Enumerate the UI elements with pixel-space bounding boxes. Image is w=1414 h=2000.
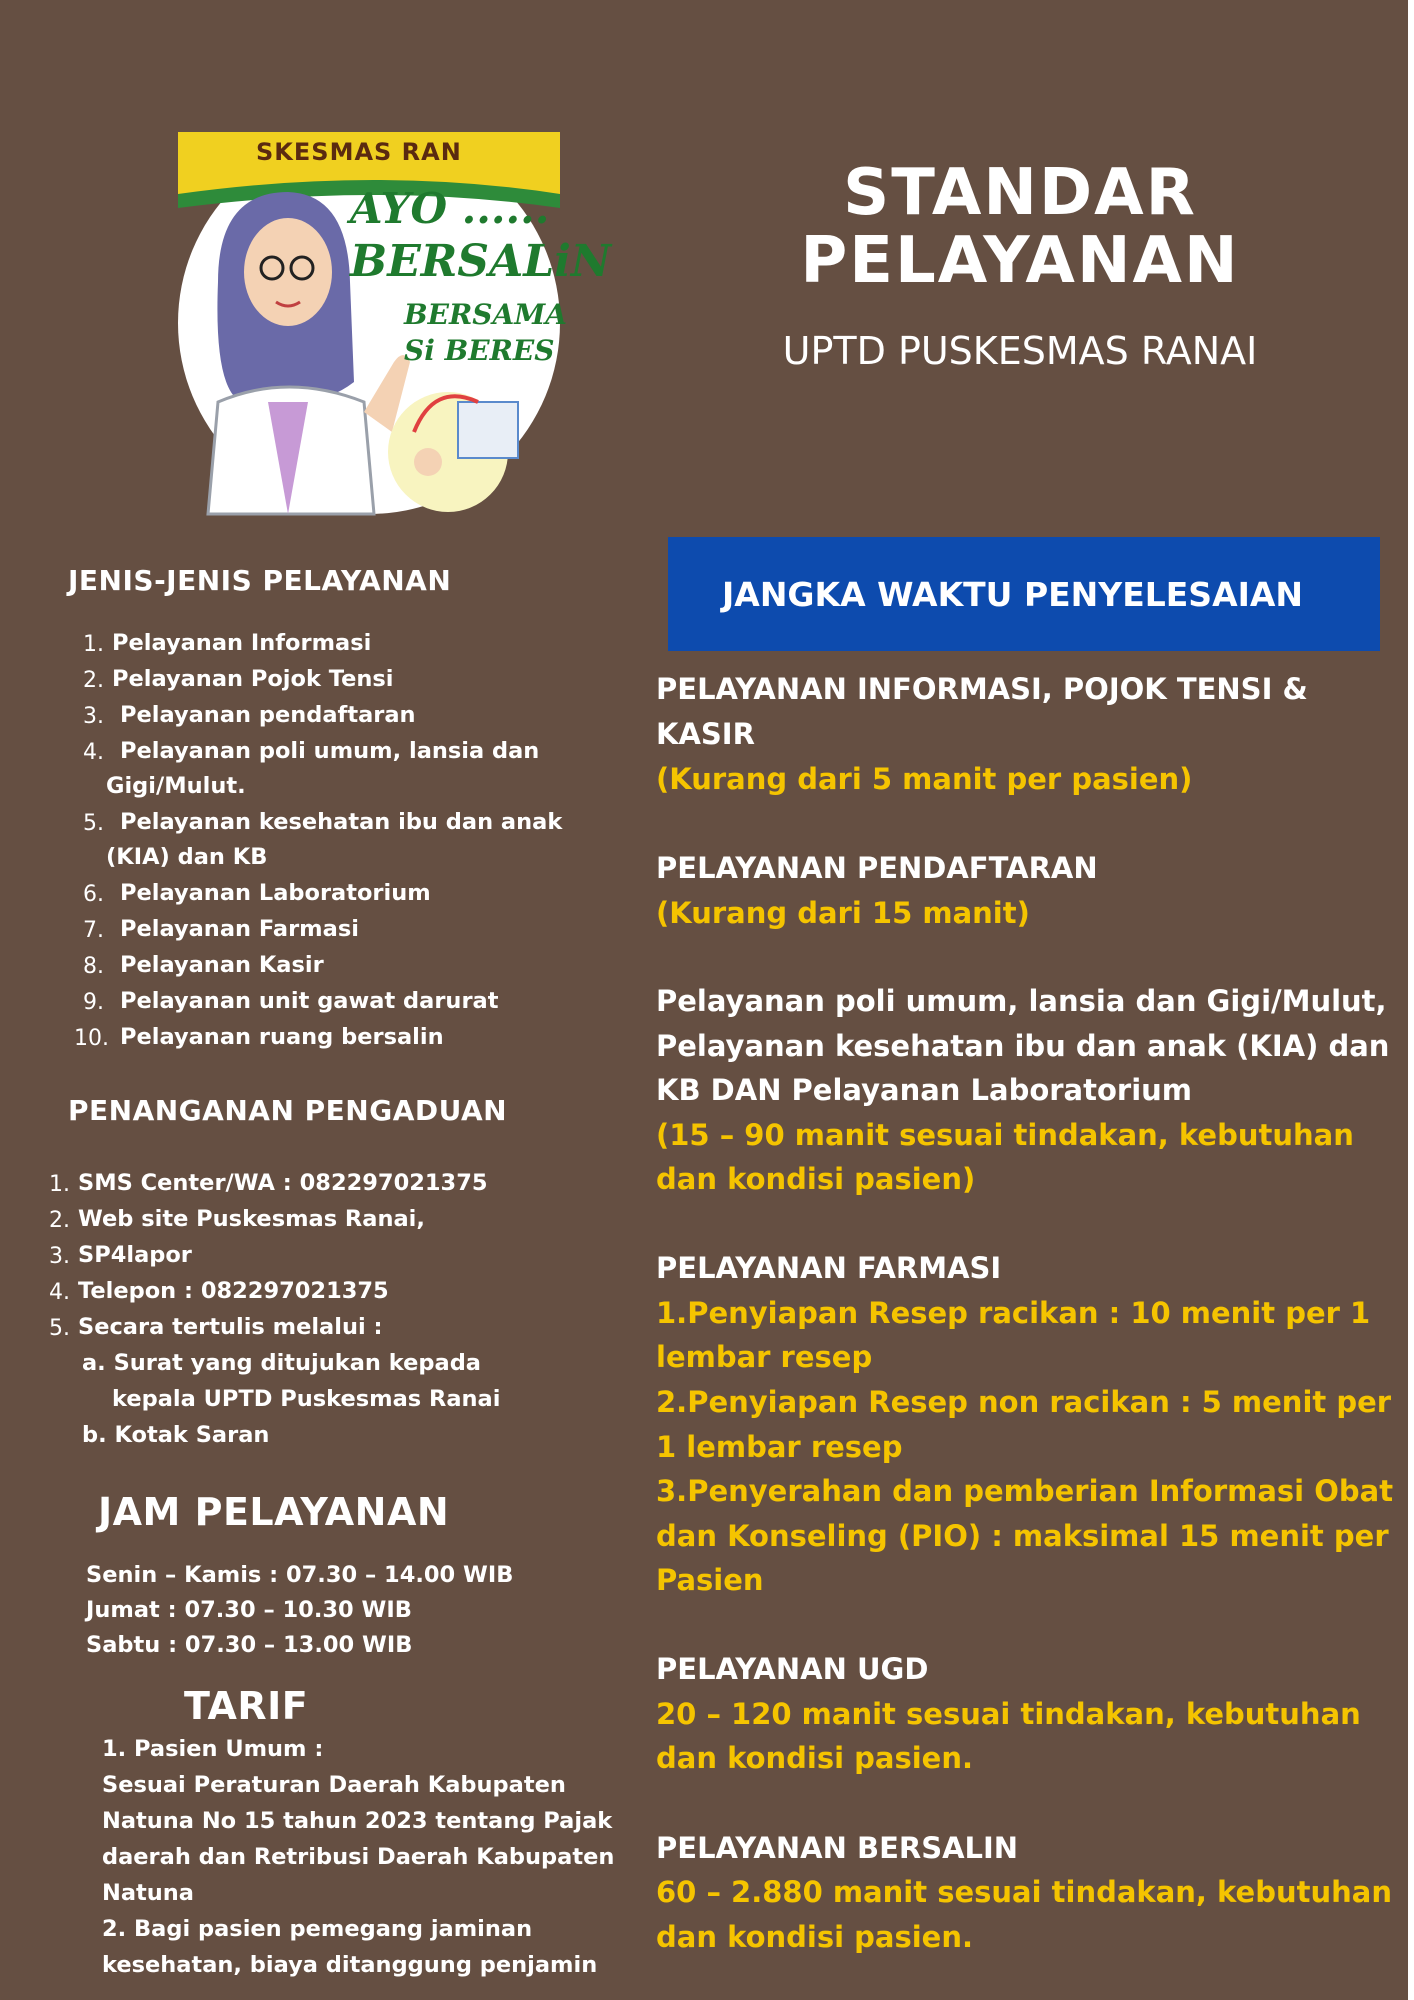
pengaduan-num-3: 3. xyxy=(49,1244,70,1269)
logo-ayo-text: AYO ...... xyxy=(350,184,550,233)
title-line-2: PELAYANAN xyxy=(800,224,1240,298)
pengaduan-item-4: Telepon : 082297021375 xyxy=(78,1278,389,1304)
jangka-line-11: PELAYANAN FARMASI xyxy=(656,1251,1002,1285)
jenis-item-4-cont: Gigi/Mulut. xyxy=(106,773,246,799)
jangka-banner xyxy=(668,537,1380,651)
pengaduan-sub-a: a. Surat yang ditujukan kepada xyxy=(82,1350,481,1376)
jangka-line-1: PELAYANAN INFORMASI, POJOK TENSI & xyxy=(656,672,1308,706)
jangka-line-12: 1.Penyiapan Resep racikan : 10 menit per 1 xyxy=(656,1296,1371,1330)
jangka-line-19: PELAYANAN UGD xyxy=(656,1652,929,1686)
jenis-item-2: Pelayanan Pojok Tensi xyxy=(112,666,394,692)
pengaduan-item-3: SP4lapor xyxy=(78,1242,192,1268)
title-line-1: STANDAR xyxy=(843,156,1197,230)
jangka-line-3: (Kurang dari 5 manit per pasien) xyxy=(656,762,1193,796)
tarif-heading: TARIF xyxy=(184,1684,309,1728)
jangka-line-7: Pelayanan kesehatan ibu dan anak (KIA) dan xyxy=(656,1029,1390,1063)
jenis-item-3: Pelayanan pendaftaran xyxy=(120,702,416,728)
jenis-num-7: 7. xyxy=(83,918,104,943)
pengaduan-sub-a-cont: kepala UPTD Puskesmas Ranai xyxy=(112,1386,501,1412)
jenis-num-10: 10. xyxy=(74,1026,109,1051)
pengaduan-num-4: 4. xyxy=(49,1280,70,1305)
jam-line-1: Senin – Kamis : 07.30 – 14.00 WIB xyxy=(86,1562,514,1588)
pengaduan-num-1: 1. xyxy=(49,1172,70,1197)
logo-bersalin-text: BERSALiN xyxy=(350,236,612,287)
pengaduan-heading: PENANGANAN PENGADUAN xyxy=(68,1094,508,1127)
jangka-line-8: KB DAN Pelayanan Laboratorium xyxy=(656,1073,1193,1107)
logo-arc-text: SKESMAS RAN xyxy=(256,138,462,166)
pengaduan-item-5: Secara tertulis melalui : xyxy=(78,1314,383,1340)
jenis-num-2: 2. xyxy=(83,668,104,693)
jangka-line-15: 1 lembar resep xyxy=(656,1430,903,1464)
tarif-line-3: Natuna No 15 tahun 2023 tentang Pajak xyxy=(102,1808,613,1834)
jenis-num-5: 5. xyxy=(83,811,104,836)
pengaduan-item-2: Web site Puskesmas Ranai, xyxy=(78,1206,425,1232)
jenis-item-1: Pelayanan Informasi xyxy=(112,630,372,656)
jangka-line-6: Pelayanan poli umum, lansia dan Gigi/Mulut, xyxy=(656,984,1387,1018)
tarif-line-6: 2. Bagi pasien pemegang jaminan xyxy=(102,1916,533,1942)
jangka-line-5: (Kurang dari 15 manit) xyxy=(656,896,1030,930)
jenis-num-9: 9. xyxy=(83,990,104,1015)
jangka-line-20: 20 – 120 manit sesuai tindakan, kebutuhan xyxy=(656,1697,1361,1731)
tarif-line-1: 1. Pasien Umum : xyxy=(102,1736,324,1762)
jangka-line-21: dan kondisi pasien. xyxy=(656,1741,974,1775)
tarif-line-5: Natuna xyxy=(102,1880,194,1906)
logo-bersama-text: BERSAMA xyxy=(404,298,567,331)
jenis-item-5: Pelayanan kesehatan ibu dan anak xyxy=(120,809,563,835)
tarif-line-7: kesehatan, biaya ditanggung penjamin xyxy=(102,1952,598,1978)
jam-line-2: Jumat : 07.30 – 10.30 WIB xyxy=(86,1597,412,1623)
jenis-item-8: Pelayanan Kasir xyxy=(120,952,324,978)
puskesmas-logo xyxy=(178,132,612,514)
tarif-line-2: Sesuai Peraturan Daerah Kabupaten xyxy=(102,1772,566,1798)
jenis-item-4: Pelayanan poli umum, lansia dan xyxy=(120,738,540,764)
pengaduan-item-1: SMS Center/WA : 082297021375 xyxy=(78,1170,488,1196)
pengaduan-num-2: 2. xyxy=(49,1208,70,1233)
jenis-item-5-cont: (KIA) dan KB xyxy=(106,844,268,870)
jangka-line-14: 2.Penyiapan Resep non racikan : 5 menit per xyxy=(656,1385,1392,1419)
jangka-line-23: 60 – 2.880 manit sesuai tindakan, kebutuhan xyxy=(656,1875,1392,1909)
jenis-heading: JENIS-JENIS PELAYANAN xyxy=(68,564,452,597)
jenis-item-9: Pelayanan unit gawat darurat xyxy=(120,988,499,1014)
pengaduan-num-5: 5. xyxy=(49,1316,70,1341)
subtitle: UPTD PUSKESMAS RANAI xyxy=(782,329,1258,373)
pengaduan-sub-b: b. Kotak Saran xyxy=(82,1422,270,1448)
jangka-banner-label: JANGKA WAKTU PENYELESAIAN xyxy=(722,575,1304,614)
jangka-line-10: dan kondisi pasien) xyxy=(656,1162,976,1196)
jenis-num-1: 1. xyxy=(83,632,104,657)
jenis-item-10: Pelayanan ruang bersalin xyxy=(120,1024,444,1050)
jam-line-3: Sabtu : 07.30 – 13.00 WIB xyxy=(86,1632,413,1658)
jangka-line-17: dan Konseling (PIO) : maksimal 15 menit per xyxy=(656,1519,1389,1553)
logo-siberes-text: Si BERES xyxy=(404,334,555,367)
jenis-num-4: 4. xyxy=(83,740,104,765)
jangka-line-16: 3.Penyerahan dan pemberian Informasi Obat xyxy=(656,1474,1394,1508)
jangka-line-18: Pasien xyxy=(656,1563,764,1597)
jenis-item-7: Pelayanan Farmasi xyxy=(120,916,359,942)
jam-heading: JAM PELAYANAN xyxy=(98,1490,450,1534)
jenis-num-3: 3. xyxy=(83,704,104,729)
jangka-line-24: dan kondisi pasien. xyxy=(656,1920,974,1954)
tarif-line-4: daerah dan Retribusi Daerah Kabupaten xyxy=(102,1844,615,1870)
jenis-num-6: 6. xyxy=(83,882,104,907)
jangka-line-4: PELAYANAN PENDAFTARAN xyxy=(656,851,1098,885)
jangka-line-13: lembar resep xyxy=(656,1340,873,1374)
jangka-line-9: (15 – 90 manit sesuai tindakan, kebutuhan xyxy=(656,1118,1354,1152)
jenis-num-8: 8. xyxy=(83,954,104,979)
jangka-line-2: KASIR xyxy=(656,717,755,751)
jenis-item-6: Pelayanan Laboratorium xyxy=(120,880,431,906)
jangka-line-22: PELAYANAN BERSALIN xyxy=(656,1831,1019,1865)
